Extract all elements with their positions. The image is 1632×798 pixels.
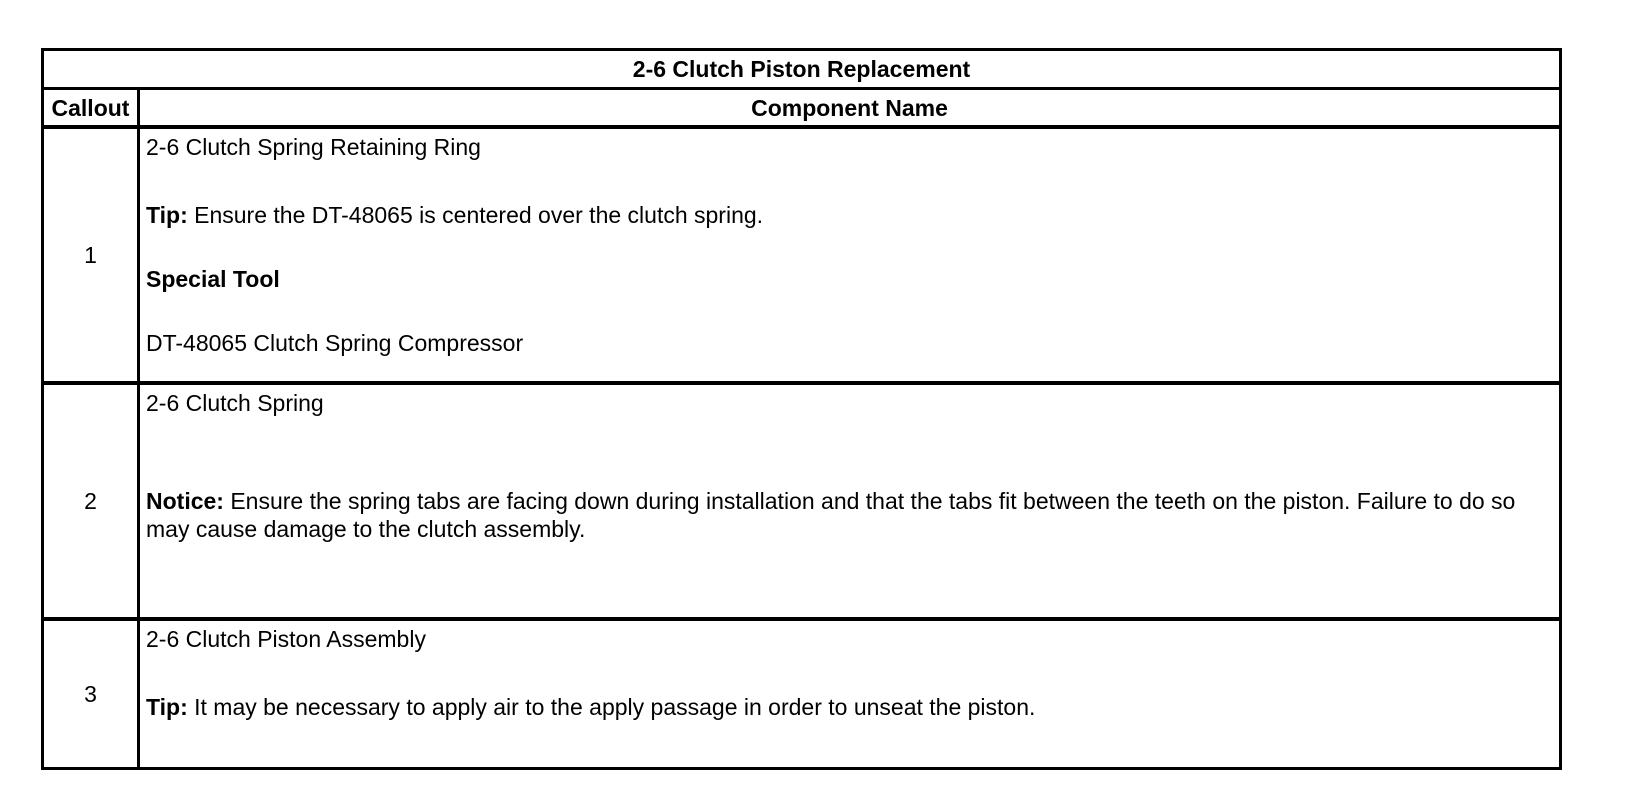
tip-body: Ensure the DT-48065 is centered over the clutch spring. — [187, 202, 764, 228]
tip-text — [146, 201, 1553, 229]
table-title: 2-6 Clutch Piston Replacement — [43, 50, 1561, 89]
notice-label: Notice: — [146, 488, 224, 514]
special-tool-heading: Special Tool — [146, 266, 280, 292]
component-name: 2-6 Clutch Spring — [146, 390, 324, 416]
callout-number: 3 — [43, 619, 139, 769]
component-cell — [139, 127, 1561, 383]
header-callout: Callout — [43, 89, 139, 128]
component-name: 2-6 Clutch Piston Assembly — [146, 626, 426, 652]
component-cell — [139, 383, 1561, 619]
notice-text — [146, 487, 1553, 543]
callout-number: 1 — [43, 127, 139, 383]
component-table-wrapper — [41, 48, 1562, 770]
component-name: 2-6 Clutch Spring Retaining Ring — [146, 134, 481, 160]
component-table — [41, 48, 1562, 770]
callout-number: 2 — [43, 383, 139, 619]
tip-label: Tip: — [146, 694, 188, 720]
tip-label: Tip: — [146, 202, 188, 228]
notice-body: Ensure the spring tabs are facing down during installation and that the tabs fit between the teeth on the piston. Failure to do so may cause damage to the clutch assembly. — [146, 488, 1516, 542]
tip-text — [146, 693, 1553, 721]
table-row — [43, 127, 1561, 383]
table-row — [43, 383, 1561, 619]
component-cell — [139, 619, 1561, 769]
special-tool-name: DT-48065 Clutch Spring Compressor — [146, 330, 524, 356]
table-row — [43, 619, 1561, 769]
tip-body: It may be necessary to apply air to the apply passage in order to unseat the piston. — [187, 694, 1036, 720]
header-component-name: Component Name — [139, 89, 1561, 128]
